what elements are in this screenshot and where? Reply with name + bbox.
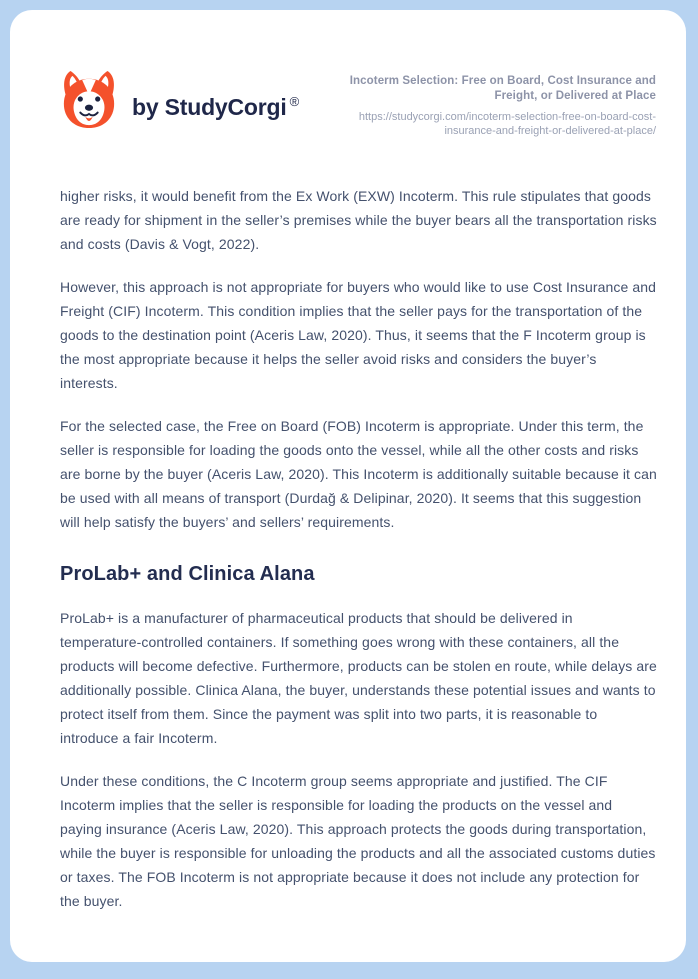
studycorgi-brand[interactable] [60,68,299,132]
paragraph: However, this approach is not appropriate for buyers who would like to use Cost Insurance and Freight (CIF) Incoterm. This condition implies that the seller pays for the transportation of the goods to the destination point (Aceris Law, 2020). Thus, it seems that the F Incoterm group is the most appropriate because it helps the seller avoid risks and considers the buyer’s interests. [60,279,657,391]
brand-name: by StudyCorgi ® [132,94,299,120]
paragraph: For the selected case, the Free on Board (FOB) Incoterm is appropriate. Under this term, the seller is responsible for loading the goods onto the vessel, while all the other costs and risks are borne by the buyer (Aceris Law, 2020). This Incoterm is additionally suitable because it can be used with all means of transport (Durdağ & Delipinar, 2020). It seems that this suggestion will help satisfy the buyers’ and sellers’ requirements. [60,418,657,530]
header [10,68,686,138]
article-content [10,138,686,913]
registered-trademark: ® [289,94,299,109]
document-url-link[interactable]: https://studycorgi.com/incoterm-selection-free-on-board-cost-insurance-and-freight-or-delivered-at-place/ [358,111,656,137]
document-title: Incoterm Selection: Free on Board, Cost Insurance and Freight, or Delivered at Place [349,75,656,102]
paragraph: Under these conditions, the C Incoterm group seems appropriate and justified. The CIF Incoterm implies that the seller is responsible for loading the products on the vessel and paying insurance (Aceris Law, 2020). This approach protects the goods during transportation, while the buyer is responsible for unloading the products and all the associated customs duties or taxes. The FOB Incoterm is not appropriate because it does not include any protection for the buyer. [60,773,656,909]
document-card [10,10,686,962]
document-meta [324,68,656,138]
section-heading: ProLab+ and Clinica Alana [60,563,315,585]
paragraph: ProLab+ is a manufacturer of pharmaceutical products that should be delivered in temperature-controlled containers. If something goes wrong with these containers, all the products will become defective. Furthermore, products can be stolen en route, while delays are additionally possible. Clinica Alana, the buyer, understands these potential issues and wants to protect itself from them. Since the payment was split into two parts, it is reasonable to introduce a fair Incoterm. [60,610,657,746]
corgi-logo-icon [60,68,118,132]
paragraph: higher risks, it would benefit from the Ex Work (EXW) Incoterm. This rule stipulates that goods are ready for shipment in the seller’s premises while the buyer bears all the transportation risks and costs (Davis & Vogt, 2022). [60,188,657,252]
